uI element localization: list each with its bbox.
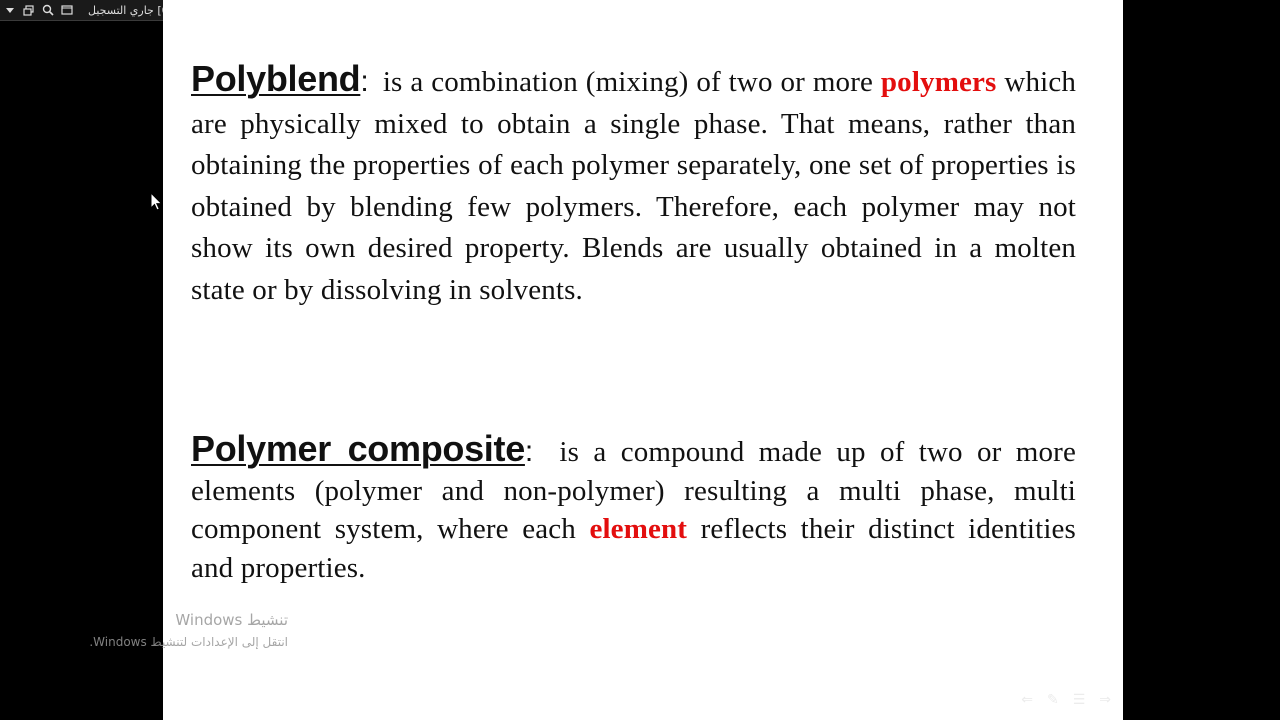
polyblend-paragraph (191, 58, 1076, 311)
composite-text-b: reflects their distinct identities and properties. (191, 513, 1076, 584)
next-slide-icon[interactable]: ⇒ (1099, 692, 1111, 708)
heading-colon: : (360, 65, 369, 98)
activate-windows-subtitle: انتقل إلى الإعدادات لتنشيط Windows. (89, 635, 288, 649)
element-highlight: element (589, 513, 688, 545)
polyblend-text-b: which are physically mixed to obtain a single phase. That means, rather than obtaining the properties of each polymer separately, one set of properties is obtained by blending few polymers. Therefore, each polymer may not show its own desired property. Blends are usually obtained in a molten state or by dissolving in solvents. (191, 66, 1076, 306)
windows-activation-watermark (60, 608, 288, 652)
presentation-slide (163, 0, 1123, 720)
restore-window-icon[interactable] (19, 1, 38, 20)
slideshow-controls (1021, 692, 1111, 708)
heading-colon: : (524, 435, 534, 468)
polymers-highlight: polymers (880, 66, 997, 98)
polyblend-text-a: is a combination (mixing) of two or more (382, 66, 881, 98)
menu-dropdown-icon[interactable] (0, 1, 19, 20)
recording-status: ] جاري التسجيل (88, 3, 162, 17)
select-region-icon[interactable] (57, 1, 76, 20)
slide-menu-icon[interactable]: ☰ (1072, 692, 1086, 708)
polymer-composite-heading: Polymer composite (191, 428, 525, 469)
zoom-icon[interactable] (38, 1, 57, 20)
composite-text-a: is a compound made up of two or more elements (polymer and non-polymer) resulting a multi phase, multi component system, where each (191, 436, 1076, 545)
mouse-cursor-icon (150, 192, 164, 212)
previous-slide-icon[interactable]: ⇐ (1021, 692, 1033, 708)
polymer-composite-paragraph (191, 430, 1076, 587)
polyblend-heading: Polyblend (191, 58, 361, 99)
activate-windows-title: تنشيط Windows (175, 611, 288, 629)
pen-tool-icon[interactable]: ✎ (1046, 692, 1059, 708)
